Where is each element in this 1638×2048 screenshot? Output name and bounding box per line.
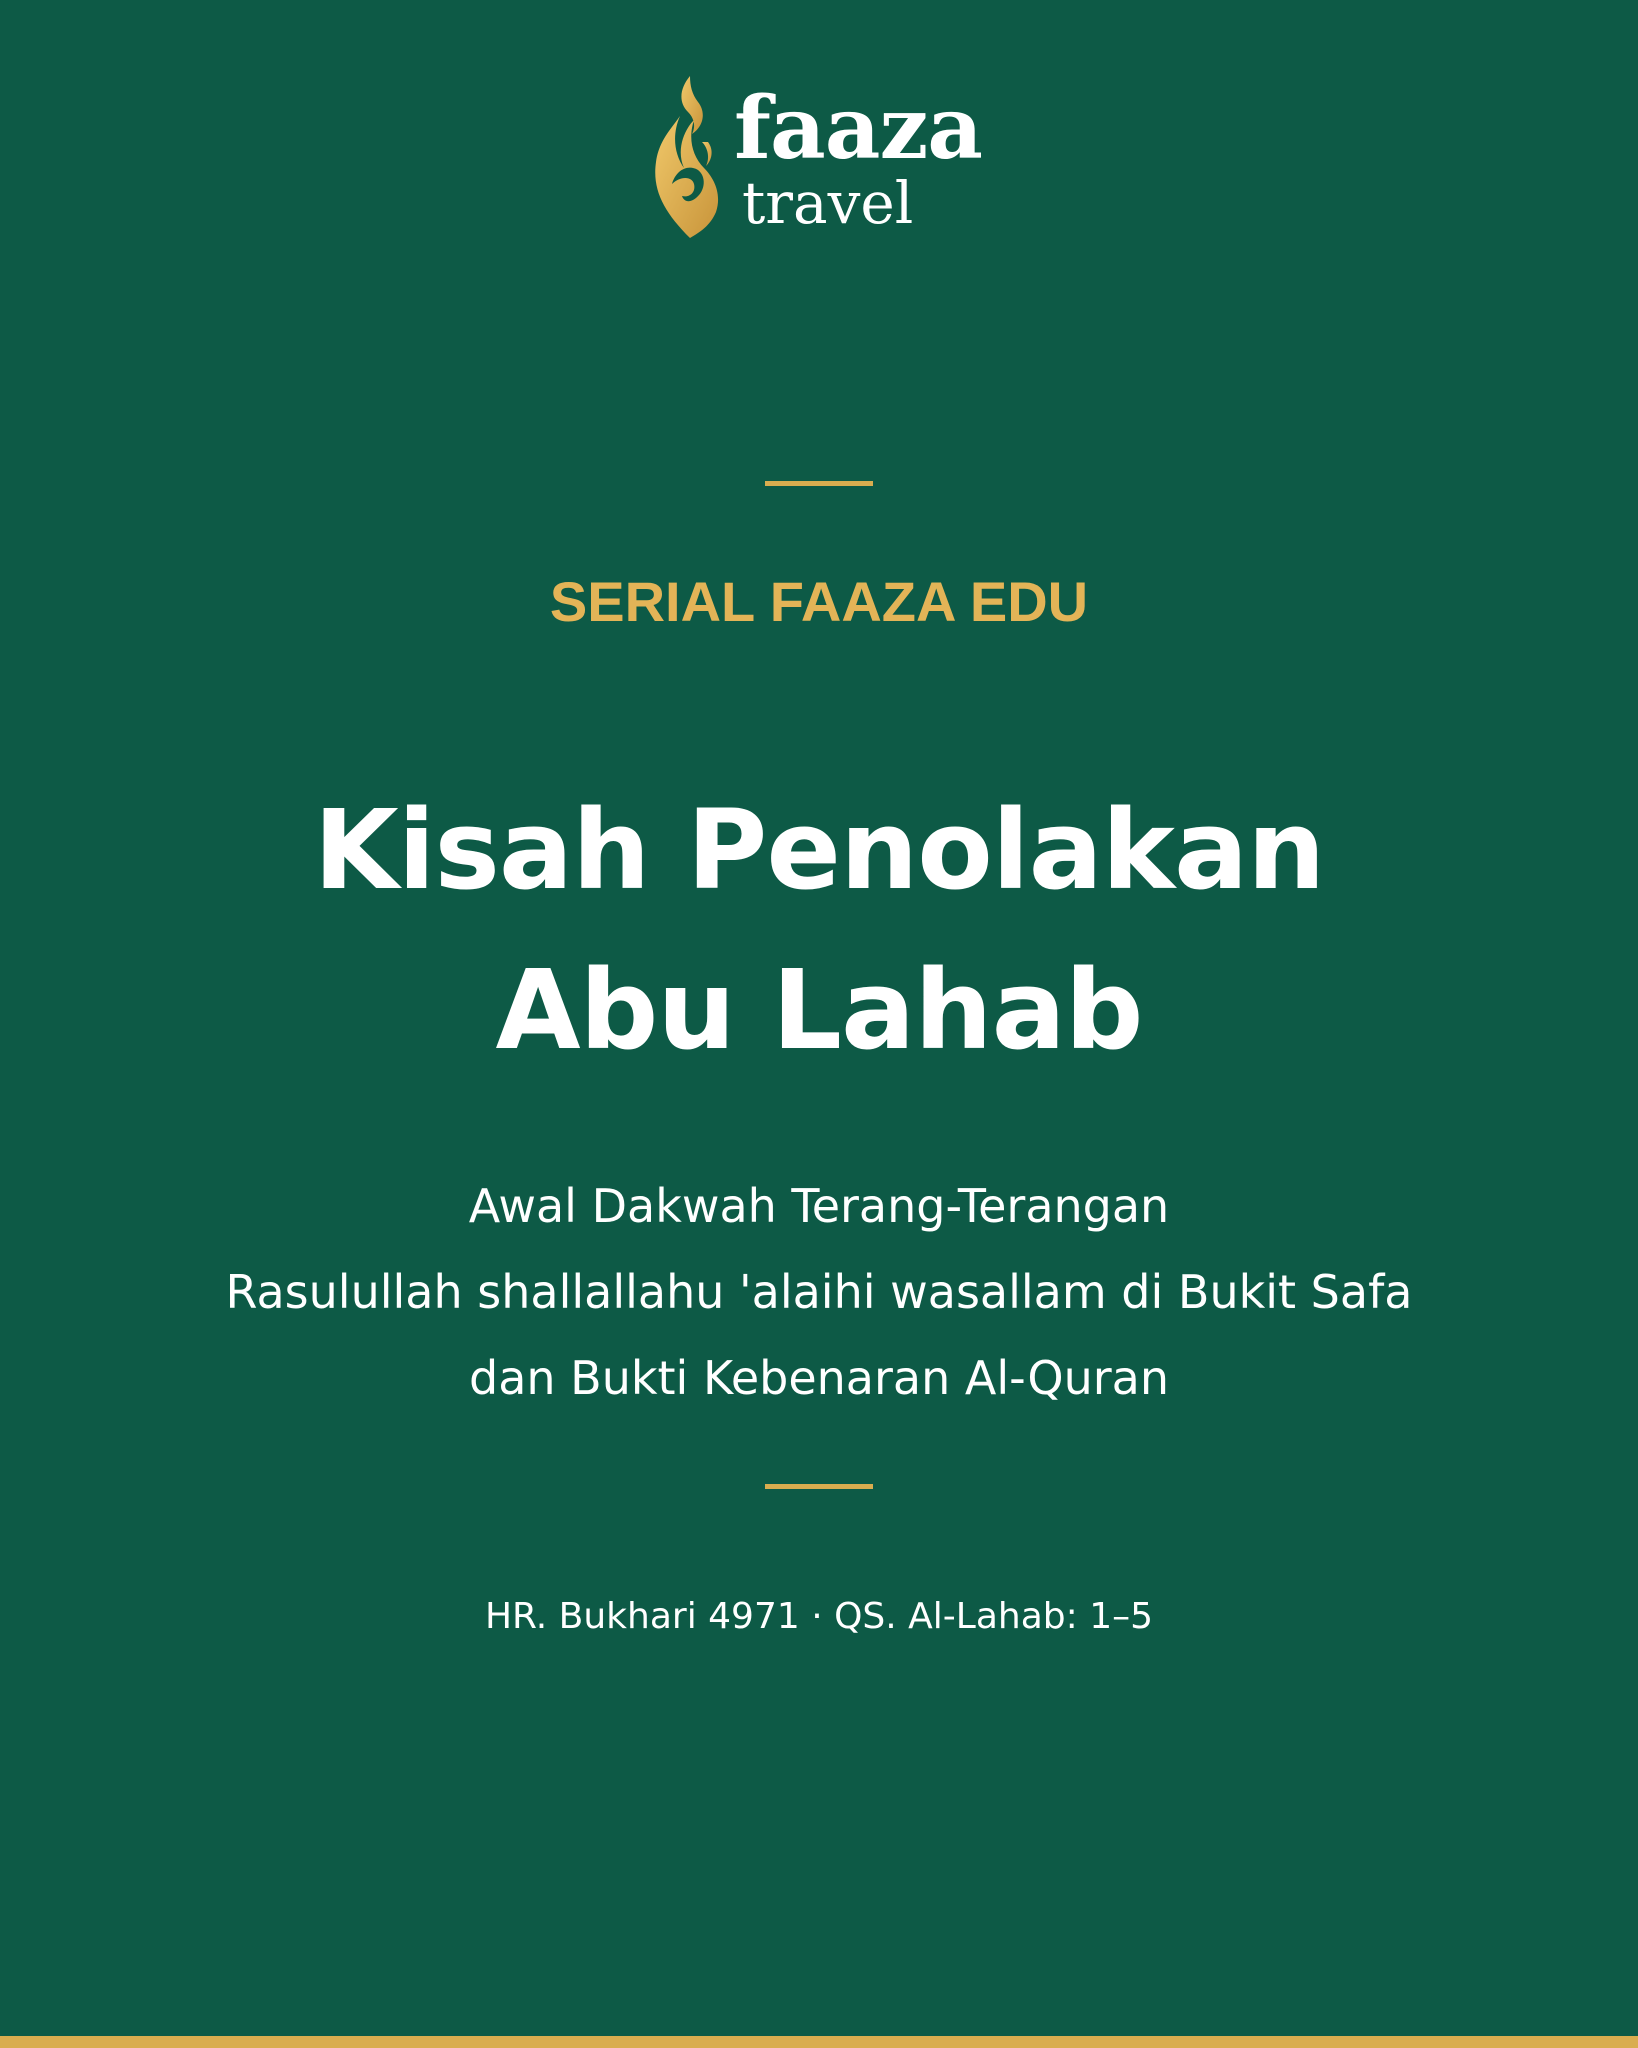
subtitle-line-3: dan Bukti Kebenaran Al-Quran xyxy=(469,1351,1169,1405)
flame-drop-logo-icon xyxy=(650,72,730,242)
subtitle xyxy=(0,1163,1638,1421)
title-line-1: Kisah Penolakan xyxy=(313,786,1325,914)
brand-name-primary: faaza xyxy=(734,78,983,179)
bottom-divider xyxy=(765,1484,873,1489)
source-reference: HR. Bukhari 4971 · QS. Al-Lahab: 1–5 xyxy=(484,1596,1154,1637)
subtitle-line-1: Awal Dakwah Terang-Terangan xyxy=(468,1179,1170,1233)
title-line-2: Abu Lahab xyxy=(495,946,1143,1074)
brand-logo xyxy=(650,72,990,242)
top-divider xyxy=(765,481,873,486)
bottom-accent-bar xyxy=(0,2036,1638,2048)
page-title xyxy=(0,770,1638,1090)
brand-name-secondary: travel xyxy=(742,169,914,237)
subtitle-line-2: Rasulullah shallallahu 'alaihi wasallam di Bukit Safa xyxy=(225,1265,1413,1319)
series-label: SERIAL FAAZA EDU xyxy=(549,570,1089,633)
